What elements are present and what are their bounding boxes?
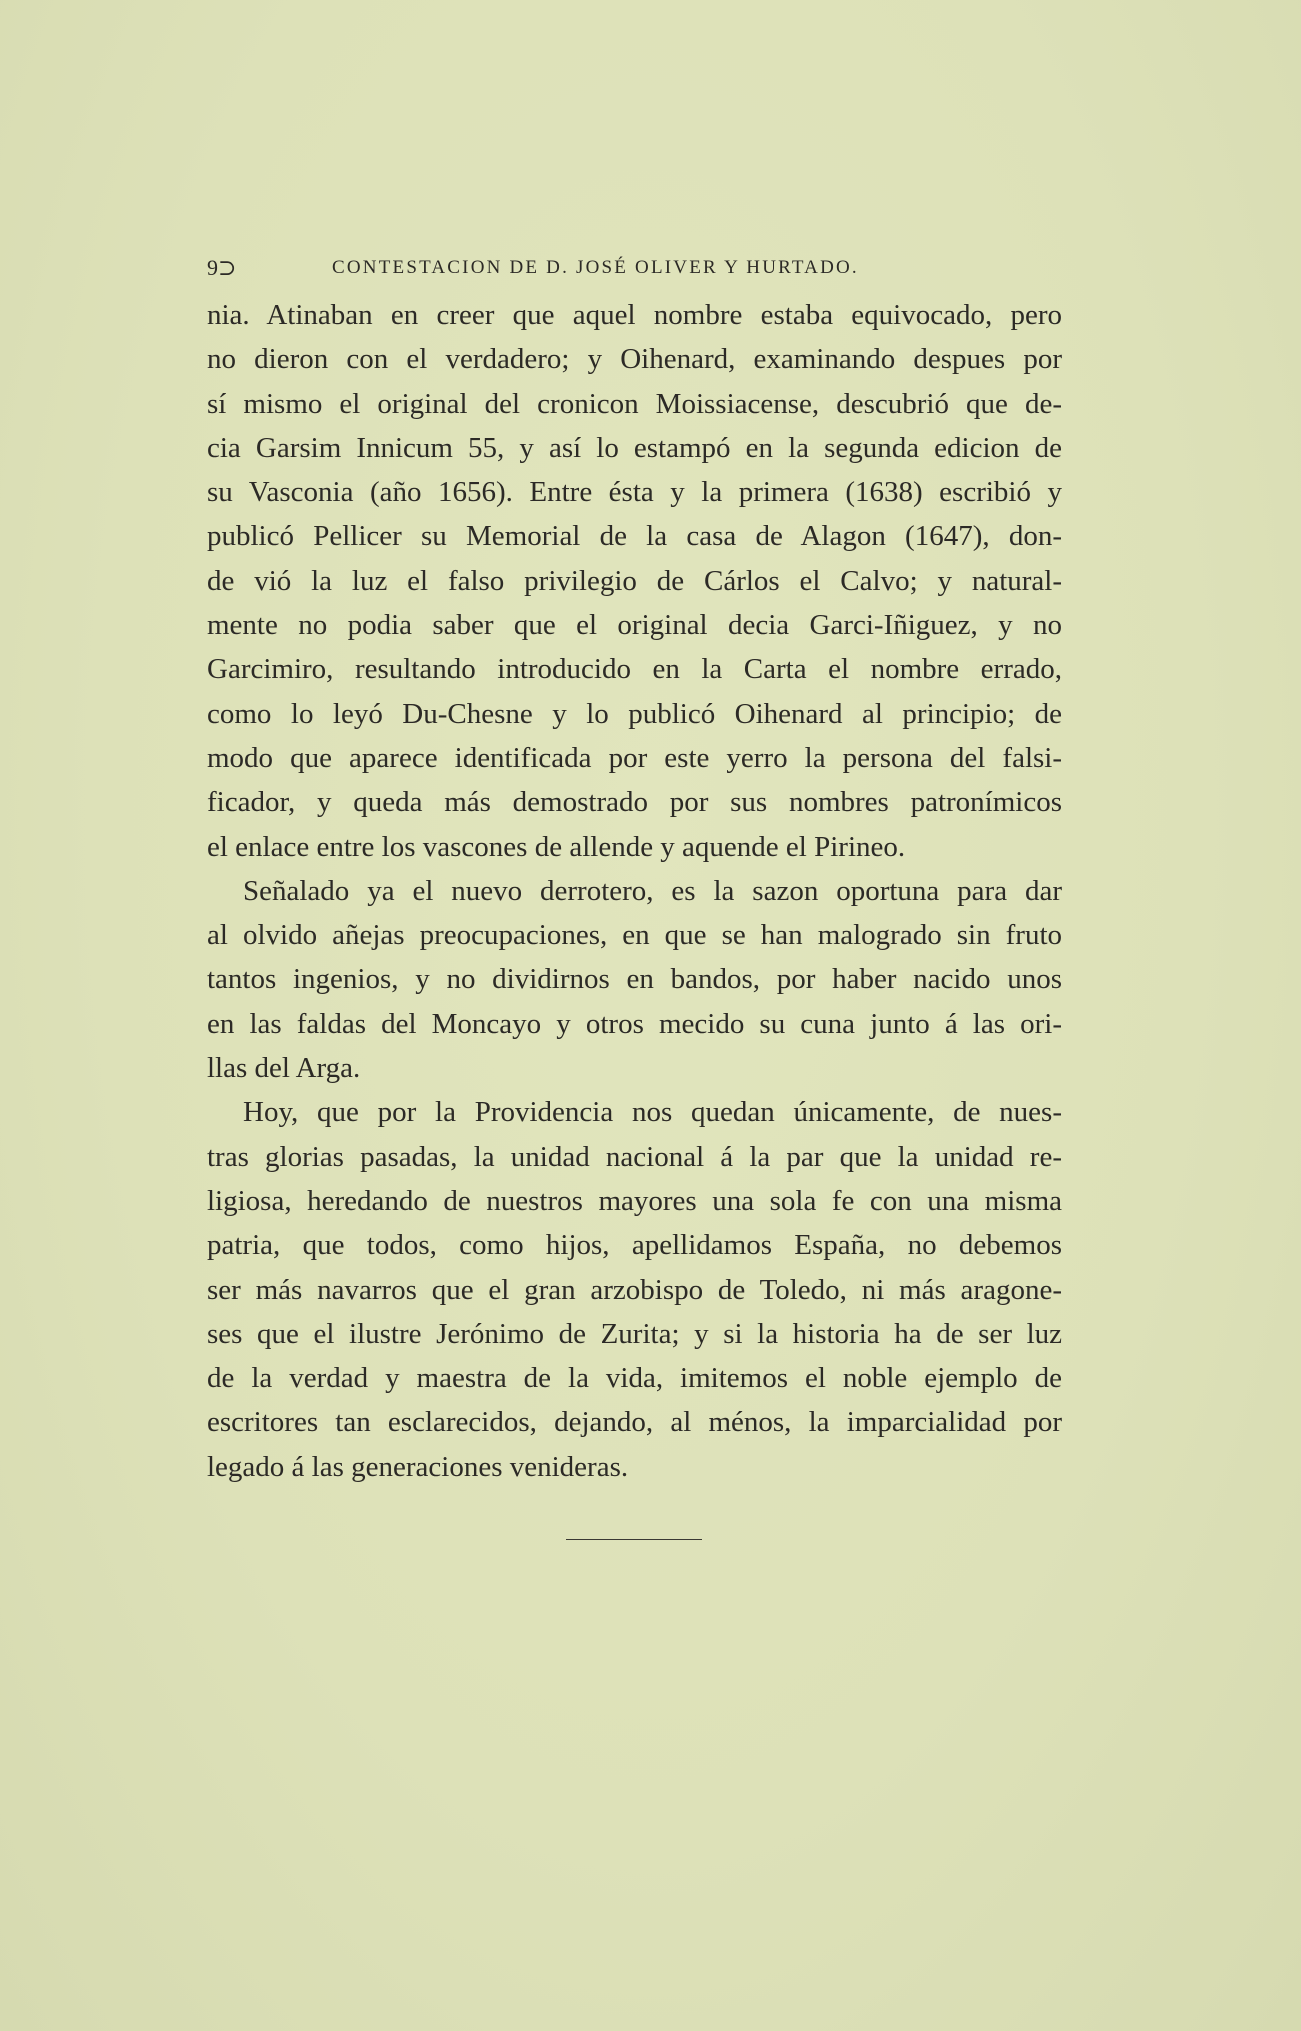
text-line: ser más navarros que el gran arzobispo de Toledo, ni más aragone- <box>207 1273 1062 1306</box>
text-line: tantos ingenios, y no dividirnos en bandos, por haber nacido unos <box>207 963 1062 996</box>
text-line: cia Garsim Innicum 55, y así lo estampó en la segunda edicion de <box>207 431 1062 464</box>
text-line: Señalado ya el nuevo derrotero, es la sazon oportuna para dar <box>243 874 1062 907</box>
text-line: ligiosa, heredando de nuestros mayores una sola fe con una misma <box>207 1184 1062 1217</box>
text-line: nia. Atinaban en creer que aquel nombre estaba equivocado, pero <box>207 299 1062 331</box>
text-line: en las faldas del Moncayo y otros mecido su cuna junto á las ori- <box>207 1007 1062 1040</box>
body-text <box>207 293 1062 1489</box>
text-line: publicó Pellicer su Memorial de la casa de Alagon (1647), don- <box>207 520 1062 553</box>
text-line: tras glorias pasadas, la unidad nacional á la par que la unidad re- <box>207 1140 1062 1173</box>
text-line: no dieron con el verdadero; y Oihenard, examinando despues por <box>207 343 1062 376</box>
text-line: escritores tan esclarecidos, dejando, al ménos, la imparcialidad por <box>207 1406 1062 1439</box>
text-line: de vió la luz el falso privilegio de Cárlos el Calvo; y natural- <box>207 564 1062 597</box>
text-line: el enlace entre los vascones de allende y aquende el Pirineo. <box>207 830 906 863</box>
text-line: legado á las generaciones venideras. <box>207 1450 629 1483</box>
text-line: su Vasconia (año 1656). Entre ésta y la primera (1638) escribió y <box>207 476 1062 509</box>
text-line: llas del Arga. <box>207 1052 361 1085</box>
running-head <box>207 255 1067 285</box>
text-line: patria, que todos, como hijos, apellidamos España, no debemos <box>207 1229 1062 1262</box>
page-number: 9⊃ <box>207 255 237 280</box>
text-line: Garcimiro, resultando introducido en la Carta el nombre errado, <box>207 653 1062 686</box>
text-line: de la verdad y maestra de la vida, imitemos el noble ejemplo de <box>207 1362 1062 1395</box>
text-line: sí mismo el original del cronicon Moissiacense, descubrió que de- <box>207 387 1062 420</box>
text-line: ses que el ilustre Jerónimo de Zurita; y si la historia ha de ser luz <box>207 1317 1062 1350</box>
text-line: al olvido añejas preocupaciones, en que se han malogrado sin fruto <box>207 919 1062 952</box>
text-line: mente no podia saber que el original decia Garci-Iñiguez, y no <box>207 609 1062 642</box>
text-line: Hoy, que por la Providencia nos quedan únicamente, de nues- <box>243 1096 1062 1129</box>
end-rule <box>566 1539 702 1540</box>
running-head-title: CONTESTACION DE D. JOSÉ OLIVER Y HURTADO. <box>332 257 859 278</box>
text-line: ficador, y queda más demostrado por sus nombres patronímicos <box>207 786 1062 819</box>
text-line: como lo leyó Du-Chesne y lo publicó Oihenard al principio; de <box>207 697 1062 730</box>
text-line: modo que aparece identificada por este yerro la persona del falsi- <box>207 741 1062 774</box>
